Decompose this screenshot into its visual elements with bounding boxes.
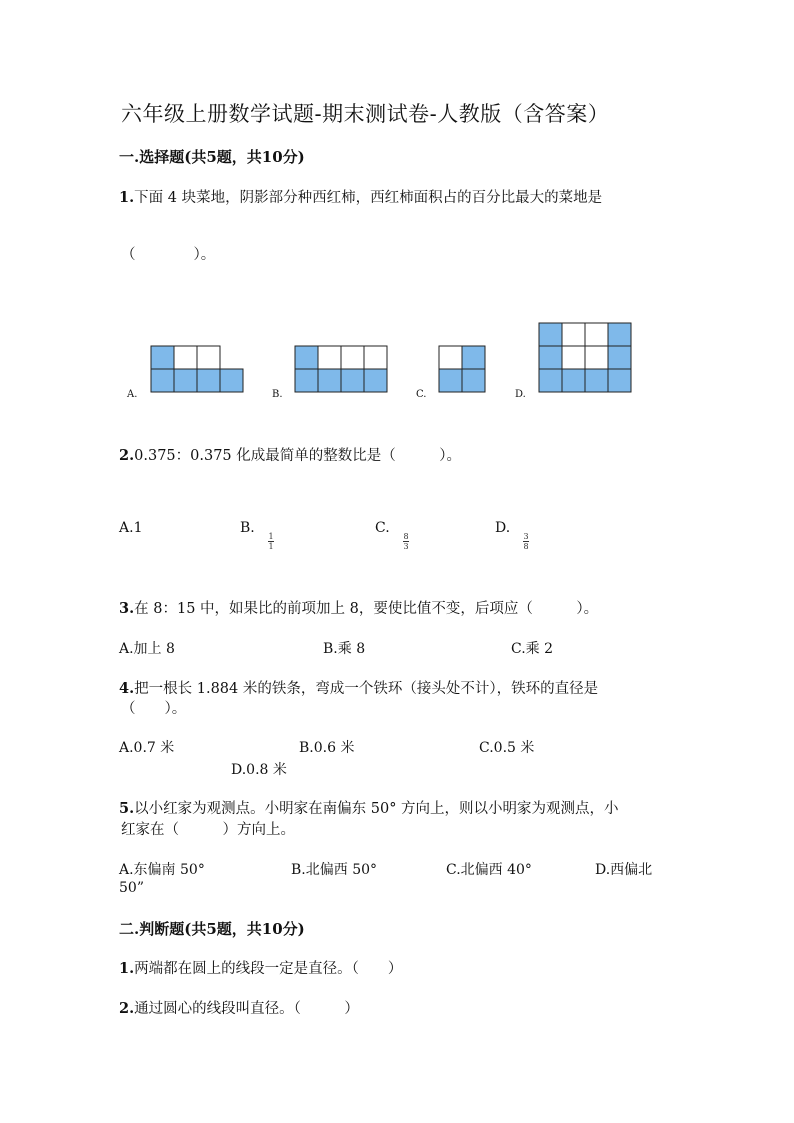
fraction-numerator: 1: [268, 532, 274, 541]
garden-figure-c: [439, 346, 485, 392]
garden-figures: [118, 316, 648, 406]
section-heading-choice: 一.选择题(共5题，共10分): [119, 148, 305, 166]
option-b: B.0.6 米: [299, 740, 355, 756]
option-a: A.加上 8: [119, 641, 175, 657]
question-text: 两端都在圆上的线段一定是直径。（ ）: [134, 961, 403, 977]
question-1: [119, 186, 602, 207]
fraction-denominator: 3: [403, 542, 409, 551]
option-a: [119, 520, 142, 536]
question-2: [119, 444, 461, 465]
option-b-label: B.: [240, 520, 255, 536]
garden-figure-d: [539, 323, 631, 392]
question-number: 1.: [119, 189, 135, 206]
option-a: A.0.7 米: [119, 740, 175, 756]
option-d: D.西偏北: [595, 862, 653, 878]
option-c: C.北偏西 40°: [446, 862, 532, 878]
question-5-line2: 红家在（ ）方向上。: [121, 822, 295, 838]
question-text: 下面 4 块菜地，阴影部分种西红柿，西红柿面积占的百分比最大的菜地是: [134, 190, 603, 206]
question-number: 2.: [119, 447, 135, 464]
fraction-d: [523, 532, 529, 551]
option-c-label: C.: [375, 520, 390, 536]
garden-figure-b: [295, 346, 387, 392]
option-label: A.: [119, 520, 134, 536]
figure-label-b: B.: [272, 389, 283, 400]
question-number: 4.: [119, 680, 135, 697]
fraction-c: [403, 532, 409, 551]
garden-figure-a: [151, 346, 243, 392]
question-5: [119, 797, 619, 818]
question-4-line2: （ ）。: [121, 701, 187, 717]
fraction-denominator: 8: [523, 542, 529, 551]
question-4: [119, 677, 598, 698]
question-text: 通过圆心的线段叫直径。（ ）: [134, 1001, 359, 1017]
fraction-numerator: 3: [523, 532, 529, 541]
fraction-denominator: 1: [268, 542, 274, 551]
option-d: D.0.8 米: [231, 762, 287, 778]
figure-label-a: A.: [127, 389, 138, 400]
question-number: 3.: [119, 600, 135, 617]
section-heading-judgment: 二.判断题(共5题，共10分): [119, 920, 305, 938]
question-number: 1.: [119, 960, 135, 977]
question-number: 2.: [119, 1000, 135, 1017]
fraction-numerator: 8: [403, 532, 409, 541]
question-text: 以小红家为观测点。小明家在南偏东 50° 方向上，则以小明家为观测点，小: [134, 801, 619, 817]
judgment-question-1: [119, 957, 402, 978]
option-c: C.0.5 米: [479, 740, 535, 756]
question-text: 0.375：0.375 化成最简单的整数比是（ ）。: [134, 448, 462, 464]
option-value: 1: [133, 520, 143, 536]
fraction-b: [268, 532, 274, 551]
question-number: 5.: [119, 800, 135, 817]
question-3: [119, 597, 598, 618]
option-b: B.北偏西 50°: [291, 862, 378, 878]
option-b: B.乘 8: [323, 641, 366, 657]
question-text: 在 8：15 中，如果比的前项加上 8，要使比值不变，后项应（ ）。: [134, 601, 599, 617]
judgment-question-2: [119, 997, 359, 1018]
question-text: 把一根长 1.884 米的铁条，弯成一个铁环（接头处不计），铁环的直径是: [134, 681, 599, 697]
option-d-wrap: 50”: [119, 880, 144, 896]
option-c: C.乘 2: [511, 641, 554, 657]
figure-label-d: D.: [515, 389, 526, 400]
answer-blank: （ ）。: [121, 247, 216, 263]
page-title: 六年级上册数学试题-期末测试卷-人教版（含答案）: [121, 102, 610, 126]
option-a: A.东偏南 50°: [119, 862, 205, 878]
figure-label-c: C.: [416, 389, 427, 400]
option-d-label: D.: [495, 520, 511, 536]
